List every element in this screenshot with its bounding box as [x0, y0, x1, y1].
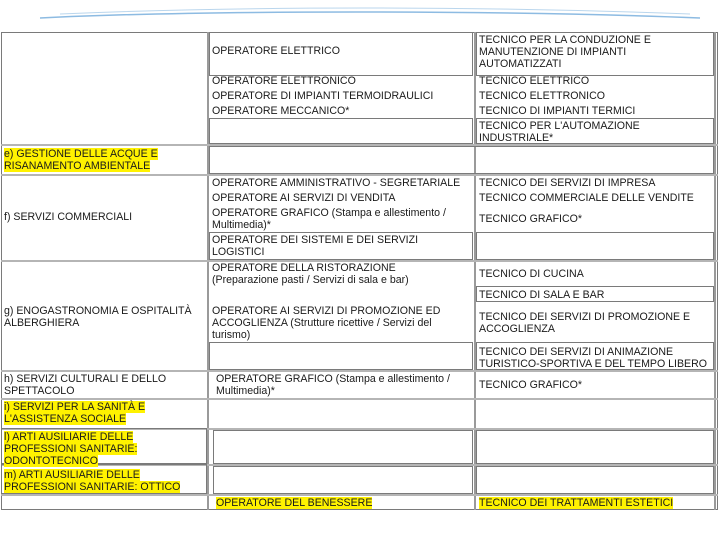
cell-border [476, 430, 714, 464]
col-divider-left [207, 32, 209, 510]
section-label: l) ARTI AUSILIARIE DELLE PROFESSIONI SANITARIE: ODONTOTECNICO [4, 431, 138, 467]
technician-cell [477, 191, 714, 205]
technician-label: TECNICO COMMERCIALE DELLE VENDITE [479, 192, 694, 204]
operator-cell [210, 176, 474, 190]
operator-label: OPERATORE GRAFICO (Stampa e allestimento / Multimedia)* [216, 373, 450, 397]
technician-cell [477, 267, 714, 281]
technician-cell [477, 74, 714, 88]
section-label: g) ENOGASTRONOMIA E OSPITALITÀ ALBERGHIERA [4, 305, 192, 329]
operator-label: OPERATORE ELETTRONICO [212, 75, 356, 87]
technician-label: TECNICO DI IMPIANTI TERMICI [479, 105, 636, 117]
section-label: i) SERVIZI PER LA SANITÀ E L'ASSISTENZA SOCIALE [4, 401, 146, 425]
section-cell [2, 430, 207, 468]
technician-cell [477, 288, 714, 302]
technician-label: TECNICO GRAFICO* [479, 213, 582, 225]
cell-border [476, 232, 714, 260]
cell-border [213, 466, 473, 494]
section-cell [2, 304, 207, 330]
technician-label: TECNICO DEI SERVIZI DI ANIMAZIONE TURISTICO-SPORTIVA E DEL TEMPO LIBERO [479, 346, 708, 370]
technician-cell [477, 104, 714, 118]
operator-cell [210, 191, 472, 205]
section-label: f) SERVIZI COMMERCIALI [4, 211, 133, 223]
section-cell [2, 147, 207, 173]
operator-label: OPERATORE AI SERVIZI DI PROMOZIONE ED ACCOGLIENZA (Strutture ricettive / Servizi del turismo) [212, 305, 441, 341]
technician-label: TECNICO DEI SERVIZI DI IMPRESA [479, 177, 656, 189]
section-label: e) GESTIONE DELLE ACQUE E RISANAMENTO AMBIENTALE [4, 148, 158, 172]
col-divider-end [714, 32, 716, 510]
technician-label: TECNICO ELETTRICO [479, 75, 590, 87]
technician-cell [477, 212, 714, 226]
technician-cell [477, 176, 714, 190]
technician-cell [477, 33, 714, 71]
operator-cell [210, 261, 472, 287]
operator-cell [214, 372, 472, 398]
operator-label: OPERATORE AMMINISTRATIVO - SEGRETARIALE [212, 177, 461, 189]
cell-border [209, 146, 714, 174]
operator-cell [210, 89, 472, 103]
cell-border [209, 118, 473, 144]
operator-cell [210, 44, 472, 58]
operator-label: OPERATORE GRAFICO (Stampa e allestimento / Multimedia)* [212, 207, 446, 231]
section-cell [2, 372, 207, 398]
decorative-wave [0, 0, 720, 24]
operator-label: OPERATORE DELLA RISTORAZIONE (Preparazione pasti / Servizi di sala e bar) [212, 262, 409, 286]
technician-label: TECNICO DEI SERVIZI DI PROMOZIONE E ACCOGLIENZA [479, 311, 691, 335]
technician-cell [477, 496, 714, 510]
operator-label: OPERATORE DI IMPIANTI TERMOIDRAULICI [212, 90, 434, 102]
operator-cell [210, 74, 472, 88]
operator-cell [210, 206, 472, 232]
operator-cell [210, 104, 472, 118]
operator-label: OPERATORE AI SERVIZI DI VENDITA [212, 192, 396, 204]
section-label: m) ARTI AUSILIARIE DELLE PROFESSIONI SANITARIE: OTTICO [4, 469, 181, 493]
technician-label: TECNICO ELETTRONICO [479, 90, 605, 102]
technician-label: TECNICO DI SALA E BAR [479, 289, 605, 301]
technician-label: TECNICO PER LA CONDUZIONE E MANUTENZIONE DI IMPIANTI AUTOMATIZZATI [479, 34, 651, 70]
technician-cell [477, 345, 714, 371]
operator-label: OPERATORE ELETTRICO [212, 45, 340, 57]
section-cell [2, 468, 207, 494]
technician-cell [477, 378, 714, 392]
course-table [0, 30, 720, 510]
cell-border [209, 342, 473, 370]
section-label: h) SERVIZI CULTURALI E DELLO SPETTACOLO [4, 373, 167, 397]
cell-border [476, 466, 714, 494]
operator-cell [214, 496, 472, 510]
operator-label: OPERATORE DEL BENESSERE [216, 497, 373, 509]
section-cell [2, 210, 207, 224]
technician-cell [477, 119, 714, 145]
technician-cell [477, 89, 714, 103]
technician-label: TECNICO DI CUCINA [479, 268, 584, 280]
technician-label: TECNICO DEI TRATTAMENTI ESTETICI [479, 497, 674, 509]
section-cell [2, 400, 207, 426]
operator-cell [210, 233, 472, 259]
cell-border [213, 430, 473, 464]
operator-cell [210, 304, 472, 342]
operator-label: OPERATORE MECCANICO* [212, 105, 350, 117]
technician-cell [477, 310, 714, 336]
slide-top-bar [0, 0, 720, 24]
operator-label: OPERATORE DEI SISTEMI E DEI SERVIZI LOGISTICI [212, 234, 419, 258]
technician-label: TECNICO PER L'AUTOMAZIONE INDUSTRIALE* [479, 120, 640, 144]
technician-label: TECNICO GRAFICO* [479, 379, 582, 391]
